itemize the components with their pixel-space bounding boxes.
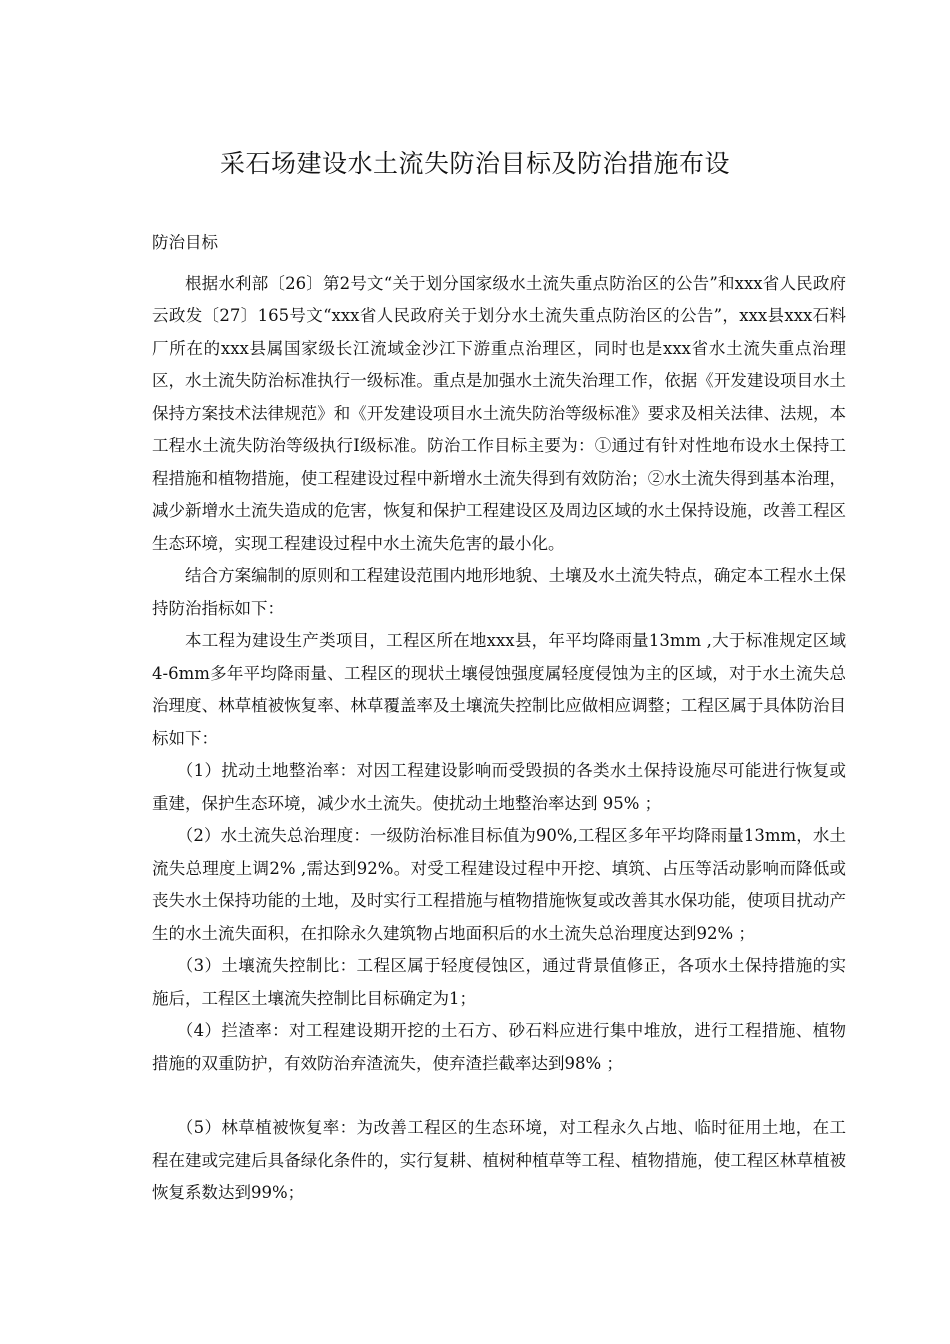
target-item-erosion-control: （2）水土流失总治理度：一级防治标准目标值为90%,工程区多年平均降雨量13mm，水土流失总理度上调2% ,需达到92%。对受工程建设过程中开挖、填筑、占压等活动影响而降低或丧失水土保持功能的土地，及时实行工程措施与植物措施恢复或改善其水保功能，使项目扰动产生的水土流失面积，在扣除永久建筑物占地面积后的水土流失总治理度达到92% ； bbox=[152, 826, 846, 943]
target-item-slag-retention: （4）拦渣率：对工程建设期开挖的土石方、砂石料应进行集中堆放，进行工程措施、植物措施的双重防护，有效防治弃渣流失，使弃渣拦截率达到98% ； bbox=[152, 1021, 846, 1073]
section-heading: 防治目标 bbox=[152, 233, 218, 252]
document-title: 采石场建设水土流失防治目标及防治措施布设 bbox=[219, 149, 730, 178]
document-body bbox=[152, 227, 846, 1210]
paragraph-project-description: 本工程为建设生产类项目，工程区所在地xxx县，年平均降雨量13mm ,大于标准规定区域4-6mm多年平均降雨量、工程区的现状土壤侵蚀强度属轻度侵蚀为主的区域，对于水土流失总治理度、林草植被恢复率、林草覆盖率及土壤流失控制比应做相应调整；工程区属于具体防治目标如下： bbox=[152, 631, 846, 748]
target-item-land-rehabilitation: （1）扰动土地整治率：对因工程建设影响而受毁损的各类水土保持设施尽可能进行恢复或重建，保护生态环境，减少水土流失。使扰动土地整治率达到 95% ； bbox=[152, 761, 846, 813]
paragraph-indicator-intro: 结合方案编制的原则和工程建设范围内地形地貌、土壤及水土流失特点，确定本工程水土保持防治指标如下： bbox=[152, 566, 846, 618]
target-item-soil-loss-ratio: （3）土壤流失控制比：工程区属于轻度侵蚀区，通过背景值修正，各项水土保持措施的实施后，工程区土壤流失控制比目标确定为1； bbox=[152, 956, 846, 1008]
paragraph-gap bbox=[152, 1080, 846, 1112]
paragraph-background: 根据水利部〔26〕第2号文“关于划分国家级水土流失重点防治区的公告”和xxx省人民政府云政发〔27〕165号文“xxx省人民政府关于划分水土流失重点防治区的公告”，xxx县xxx石料厂所在的xxx县属国家级长江流域金沙江下游重点治理区，同时也是xxx省水土流失重点治理区，水土流失防治标准执行一级标准。重点是加强水土流失治理工作，依据《开发建设项目水土保持方案技术法律规范》和《开发建设项目水土流失防治等级标准》要求及相关法律、法规，本工程水土流失防治等级执行Ⅰ级标准。防治工作目标主要为：①通过有针对性地布设水土保持工程措施和植物措施，使工程建设过程中新增水土流失得到有效防治；②水土流失得到基本治理，减少新增水土流失造成的危害，恢复和保护工程建设区及周边区域的水土保持设施，改善工程区生态环境，实现工程建设过程中水土流失危害的最小化。 bbox=[152, 273, 846, 553]
target-item-vegetation-recovery: （5）林草植被恢复率：为改善工程区的生态环境，对工程永久占地、临时征用土地，在工程在建或完建后具备绿化条件的，实行复耕、植树种植草等工程、植物措施，使工程区林草植被恢复系数达到99%； bbox=[152, 1118, 846, 1202]
